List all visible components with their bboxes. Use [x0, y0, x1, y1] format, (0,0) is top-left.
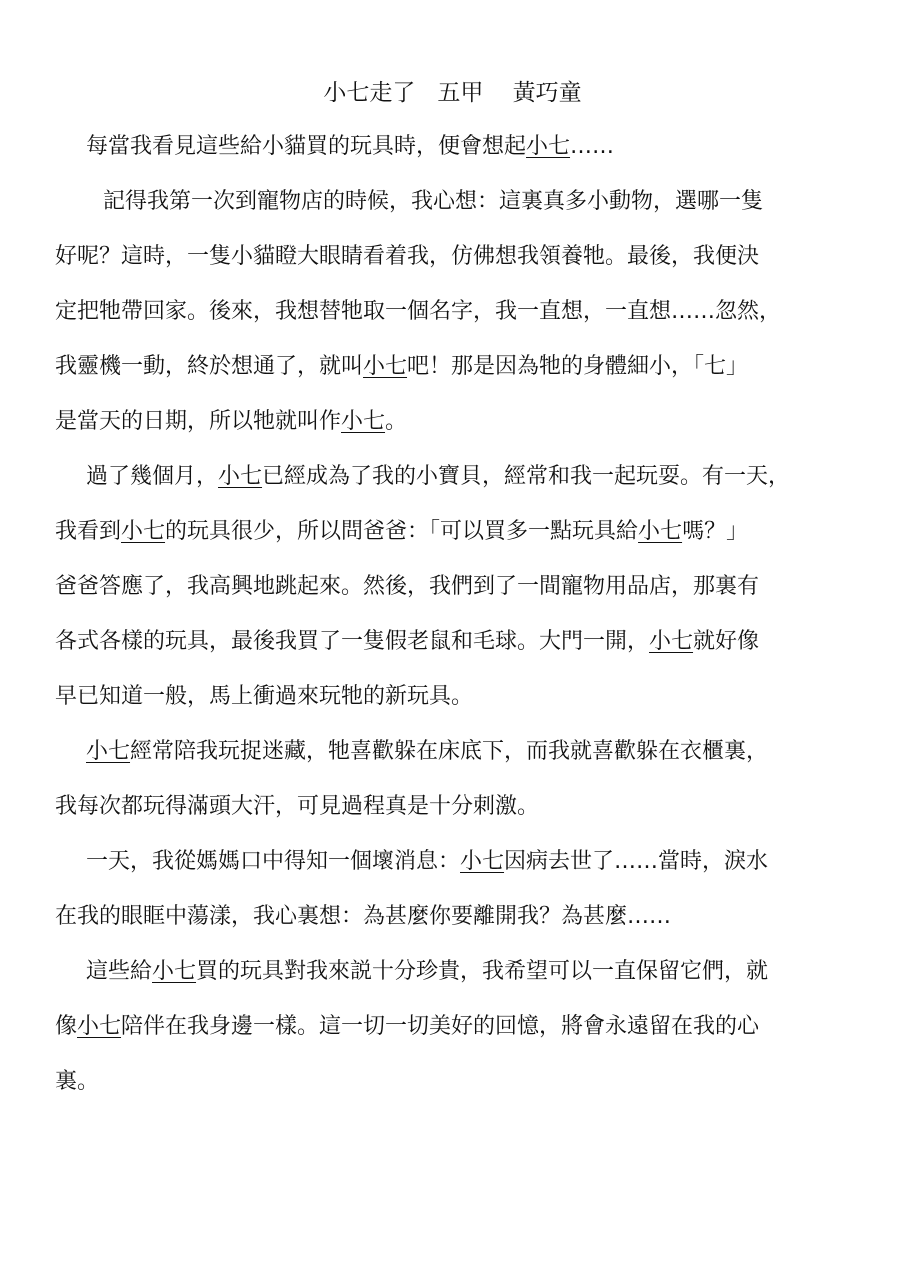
essay-line	[55, 625, 865, 680]
text-segment: 因病去世了……當時，淚水	[504, 849, 769, 874]
underlined-name: 小七	[121, 519, 166, 544]
essay-title: 小七走了	[323, 80, 416, 106]
text-segment: 我每次都玩得滿頭大汗，可見過程真是十分刺激。	[55, 794, 540, 819]
essay-line	[55, 185, 865, 240]
text-segment: 一天，我從媽媽口中得知一個壞消息：	[86, 849, 461, 874]
underlined-name: 小七	[526, 134, 571, 159]
essay-line	[55, 570, 865, 625]
essay-line	[55, 240, 865, 295]
text-segment: 經常陪我玩捉迷藏，牠喜歡躲在床底下，而我就喜歡躲在衣櫃裏，	[130, 739, 769, 764]
underlined-name: 小七	[218, 464, 263, 489]
essay-line	[55, 350, 865, 405]
text-segment: 。	[385, 409, 408, 434]
text-segment: 就好像	[693, 629, 760, 654]
text-segment: ……	[570, 134, 615, 159]
underlined-name: 小七	[152, 959, 197, 984]
essay-line	[55, 735, 865, 790]
underlined-name: 小七	[649, 629, 694, 654]
essay-line	[55, 845, 865, 900]
text-segment: 每當我看見這些給小貓買的玩具時，便會想起	[86, 134, 527, 159]
essay-line	[55, 130, 865, 185]
essay-line	[55, 1065, 865, 1120]
essay-line	[55, 295, 865, 350]
class-name: 五甲	[437, 80, 484, 106]
text-segment: 好呢？這時，一隻小貓瞪大眼睛看着我，仿佛想我領養牠。最後，我便決	[55, 244, 760, 269]
text-segment: 我看到	[55, 519, 122, 544]
underlined-name: 小七	[363, 354, 408, 379]
text-segment: 記得我第一次到寵物店的時候，我心想：這裏真多小動物，選哪一隻	[103, 189, 764, 214]
underlined-name: 小七	[77, 1014, 122, 1039]
essay-line	[55, 405, 865, 460]
text-segment: 在我的眼眶中蕩漾，我心裏想：為甚麼你要離開我？為甚麼……	[55, 904, 672, 929]
essay-body	[55, 130, 865, 1120]
text-segment: 過了幾個月，	[86, 464, 219, 489]
underlined-name: 小七	[86, 739, 131, 764]
essay-line	[55, 955, 865, 1010]
underlined-name: 小七	[341, 409, 386, 434]
text-segment: 吧！那是因為牠的身體細小，「七」	[407, 354, 749, 379]
text-segment: 陪伴在我身邊一樣。這一切一切美好的回憶，將會永遠留在我的心	[121, 1014, 760, 1039]
title-row	[0, 76, 905, 110]
underlined-name: 小七	[638, 519, 683, 544]
essay-line	[55, 1010, 865, 1065]
text-segment: 的玩具很少，所以問爸爸：「可以買多一點玩具給	[165, 519, 639, 544]
text-segment: 定把牠帶回家。後來，我想替牠取一個名字，我一直想，一直想……忽然，	[55, 299, 782, 324]
essay-line	[55, 790, 865, 845]
essay-line	[55, 680, 865, 735]
author-name: 黃巧童	[512, 80, 582, 106]
underlined-name: 小七	[460, 849, 505, 874]
text-segment: 買的玩具對我來説十分珍貴，我希望可以一直保留它們，就	[196, 959, 769, 984]
text-segment: 裏。	[55, 1069, 100, 1094]
essay-line	[55, 515, 865, 570]
text-segment: 各式各樣的玩具，最後我買了一隻假老鼠和毛球。大門一開，	[55, 629, 650, 654]
text-segment: 已經成為了我的小寶貝，經常和我一起玩耍。有一天，	[262, 464, 791, 489]
essay-line	[55, 900, 865, 955]
text-segment: 早已知道一般，馬上衝過來玩牠的新玩具。	[55, 684, 474, 709]
text-segment: 我靈機一動，終於想通了，就叫	[55, 354, 364, 379]
text-segment: 像	[55, 1014, 78, 1039]
text-segment: 是當天的日期，所以牠就叫作	[55, 409, 342, 434]
text-segment: 這些給	[86, 959, 153, 984]
text-segment: 爸爸答應了，我高興地跳起來。然後，我們到了一間寵物用品店，那裏有	[55, 574, 760, 599]
essay-line	[55, 460, 865, 515]
text-segment: 嗎？」	[682, 519, 749, 544]
